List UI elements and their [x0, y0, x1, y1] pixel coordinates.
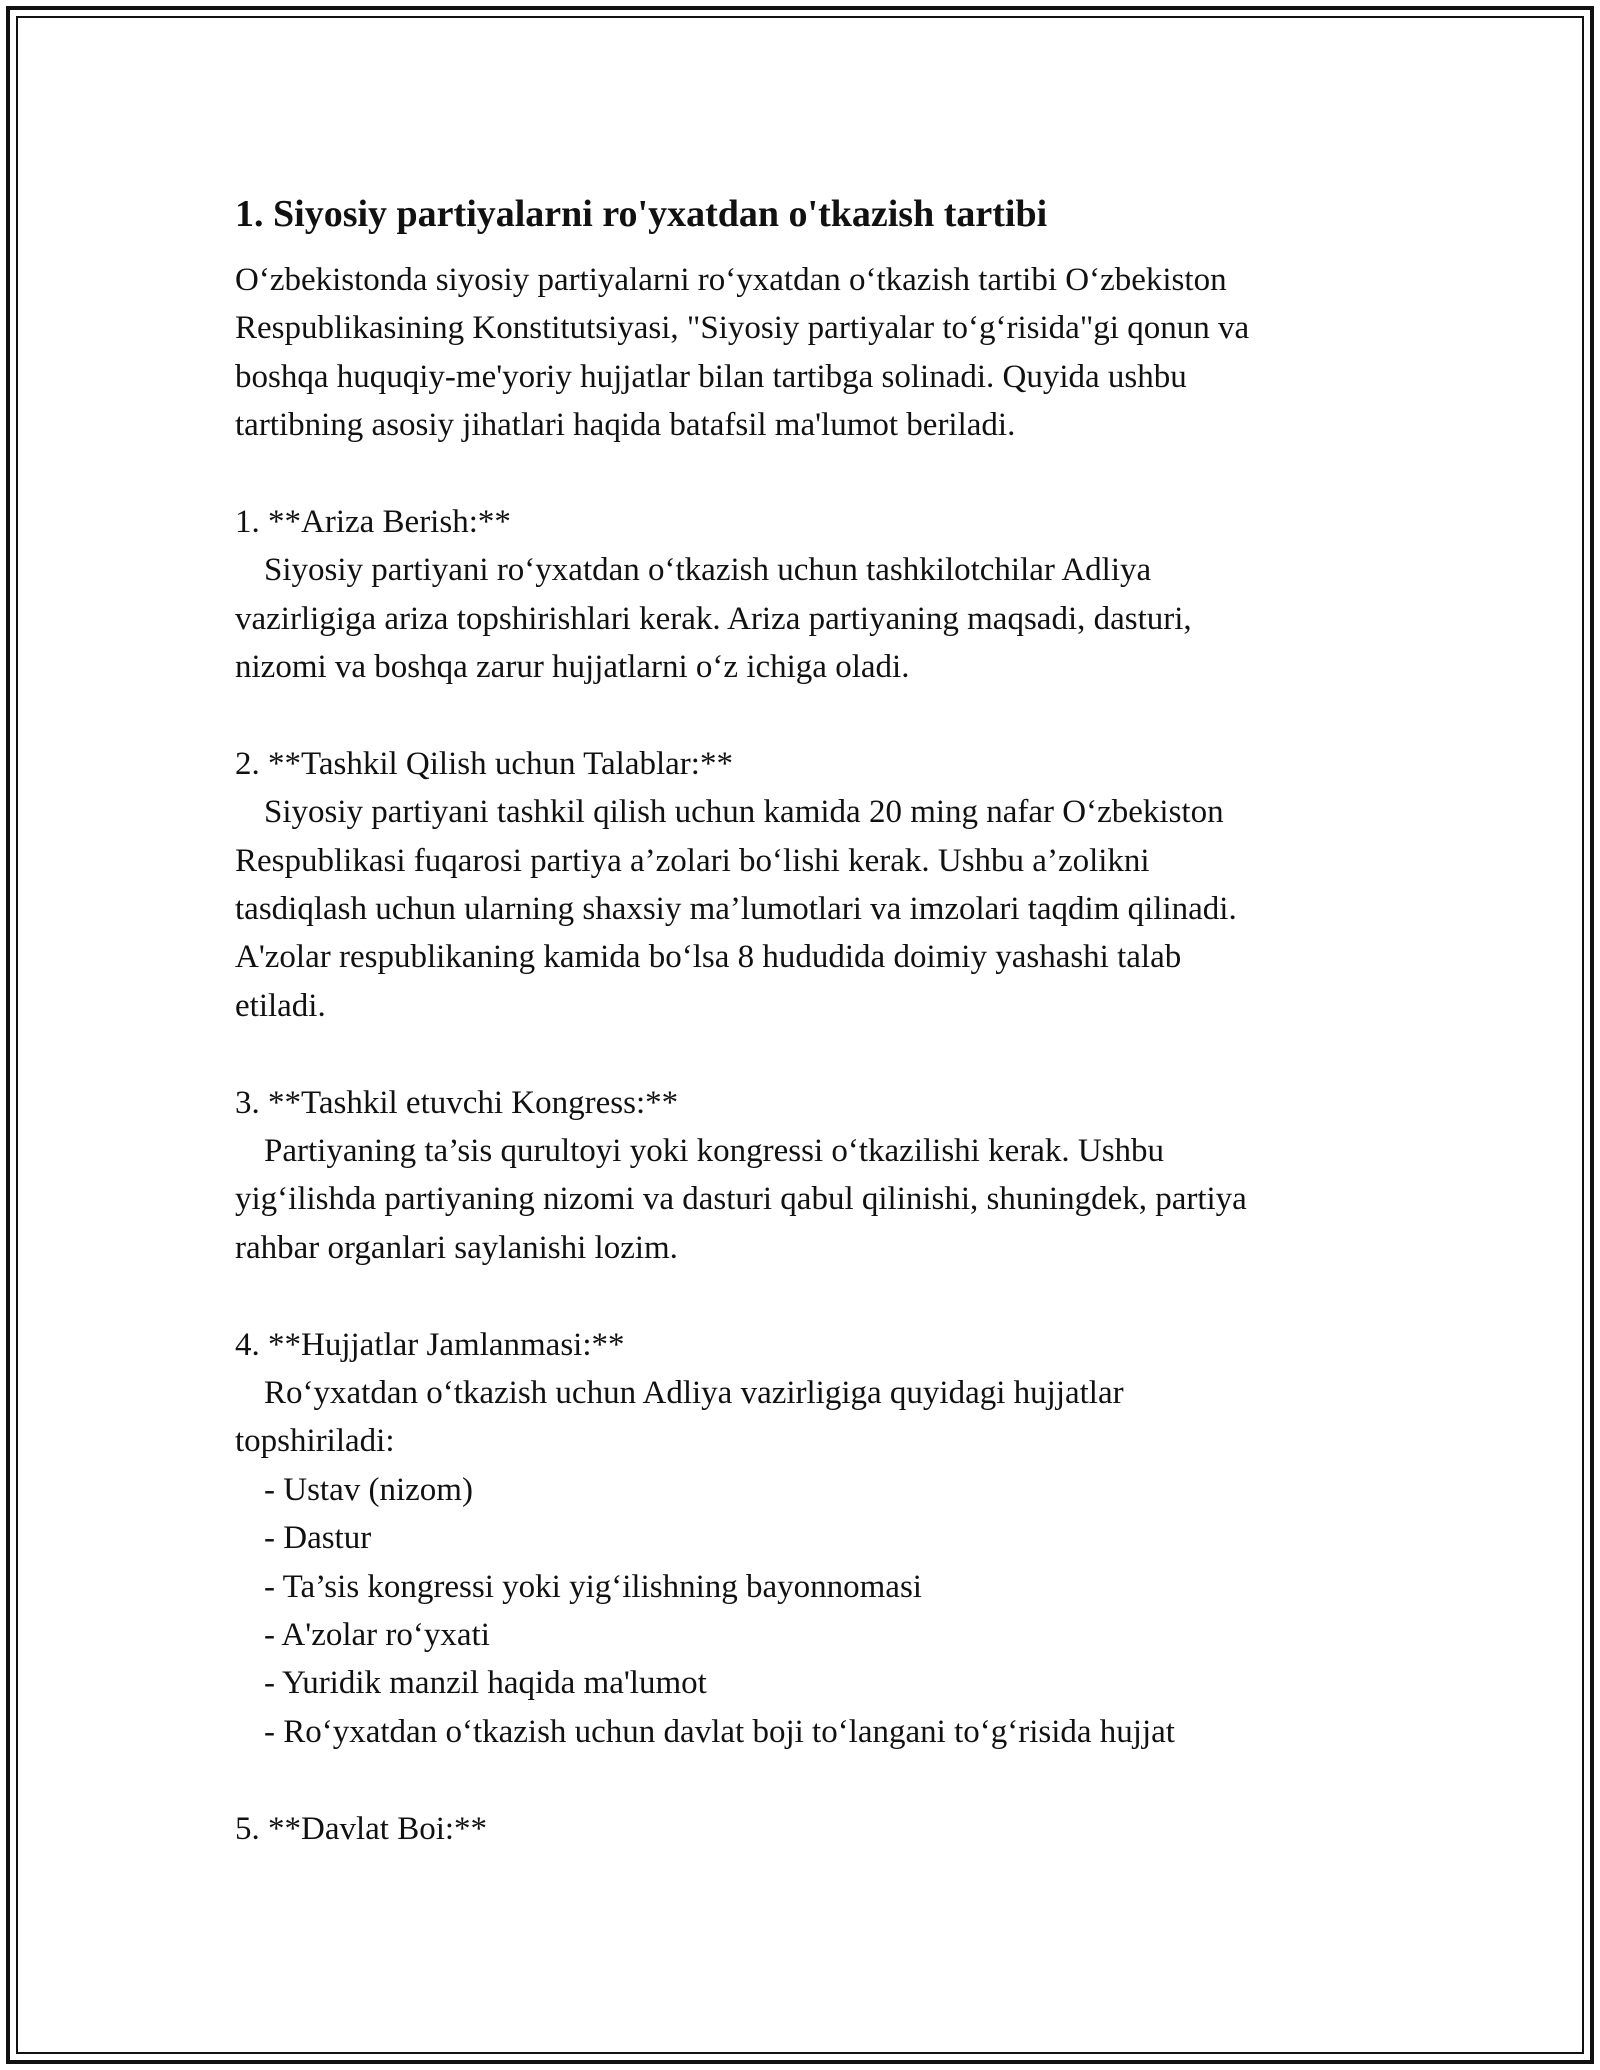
- list-item: - A'zolar ro‘yxati: [264, 1616, 490, 1653]
- list-item: - Ta’sis kongressi yoki yig‘ilishning bayonnomasi: [264, 1568, 922, 1605]
- section-heading: 1. **Ariza Berish:**: [235, 503, 511, 540]
- intro-line: boshqa huquqiy-me'yoriy hujjatlar bilan tartibga solinadi. Quyida ushbu: [235, 358, 1187, 395]
- blank-line: [235, 450, 1385, 498]
- intro-paragraph: [235, 256, 1385, 450]
- list-item: - Dastur: [264, 1520, 372, 1557]
- section-heading: 3. **Tashkil etuvchi Kongress:**: [235, 1084, 679, 1121]
- section-heading: 5. **Davlat Boi:**: [235, 1810, 488, 1847]
- intro-line: tartibning asosiy jihatlari haqida batafsil ma'lumot beriladi.: [235, 407, 1016, 444]
- section-3: [235, 1079, 1385, 1273]
- list-item: - Ro‘yxatdan o‘tkazish uchun davlat boji to‘langani to‘g‘risida hujjat: [264, 1713, 1175, 1750]
- section-heading: 4. **Hujjatlar Jamlanmasi:**: [235, 1326, 625, 1363]
- list-item: - Ustav (nizom): [264, 1471, 473, 1508]
- document-title: 1. Siyosiy partiyalarni ro'yxatdan o'tkazish tartibi: [235, 193, 1048, 235]
- section-line: vazirligiga ariza topshirishlari kerak. Ariza partiyaning maqsadi, dasturi,: [235, 600, 1192, 637]
- section-line: Respublikasi fuqarosi partiya a’zolari bo‘lishi kerak. Ushbu a’zolikni: [235, 842, 1150, 879]
- section-line: nizomi va boshqa zarur hujjatlarni o‘z ichiga oladi.: [235, 649, 910, 686]
- section-heading: 2. **Tashkil Qilish uchun Talablar:**: [235, 745, 733, 782]
- list-item: - Yuridik manzil haqida ma'lumot: [264, 1665, 707, 1702]
- section-line: rahbar organlari saylanishi lozim.: [235, 1229, 678, 1266]
- section-2: [235, 740, 1385, 1030]
- intro-line: O‘zbekistonda siyosiy partiyalarni ro‘yxatdan o‘tkazish tartibi O‘zbekiston: [235, 262, 1227, 298]
- section-line: Ro‘yxatdan o‘tkazish uchun Adliya vazirligiga quyidagi hujjatlar: [264, 1374, 1124, 1411]
- section-line: Siyosiy partiyani ro‘yxatdan o‘tkazish uchun tashkilotchilar Adliya: [264, 552, 1152, 589]
- section-line: topshiriladi:: [235, 1423, 395, 1460]
- section-5: [235, 1805, 1385, 1853]
- section-line: Siyosiy partiyani tashkil qilish uchun kamida 20 ming nafar O‘zbekiston: [264, 794, 1224, 831]
- section-line: A'zolar respublikaning kamida bo‘lsa 8 hududida doimiy yashashi talab: [235, 939, 1182, 976]
- section-line: etiladi.: [235, 987, 326, 1024]
- section-line: tasdiqlash uchun ularning shaxsiy ma’lumotlari va imzolari taqdim qilinadi.: [235, 891, 1237, 928]
- blank-line: [235, 1030, 1385, 1078]
- document-page: [235, 188, 1385, 1853]
- section-4: [235, 1321, 1385, 1757]
- section-line: Partiyaning ta’sis qurultoyi yoki kongressi o‘tkazilishi kerak. Ushbu: [264, 1133, 1165, 1170]
- section-line: yig‘ilishda partiyaning nizomi va dasturi qabul qilinishi, shuningdek, partiya: [235, 1181, 1247, 1218]
- blank-line: [235, 1272, 1385, 1320]
- section-1: [235, 498, 1385, 692]
- intro-line: Respublikasining Konstitutsiyasi, "Siyosiy partiyalar to‘g‘risida"gi qonun va: [235, 310, 1250, 347]
- blank-line: [235, 692, 1385, 740]
- blank-line: [235, 1756, 1385, 1804]
